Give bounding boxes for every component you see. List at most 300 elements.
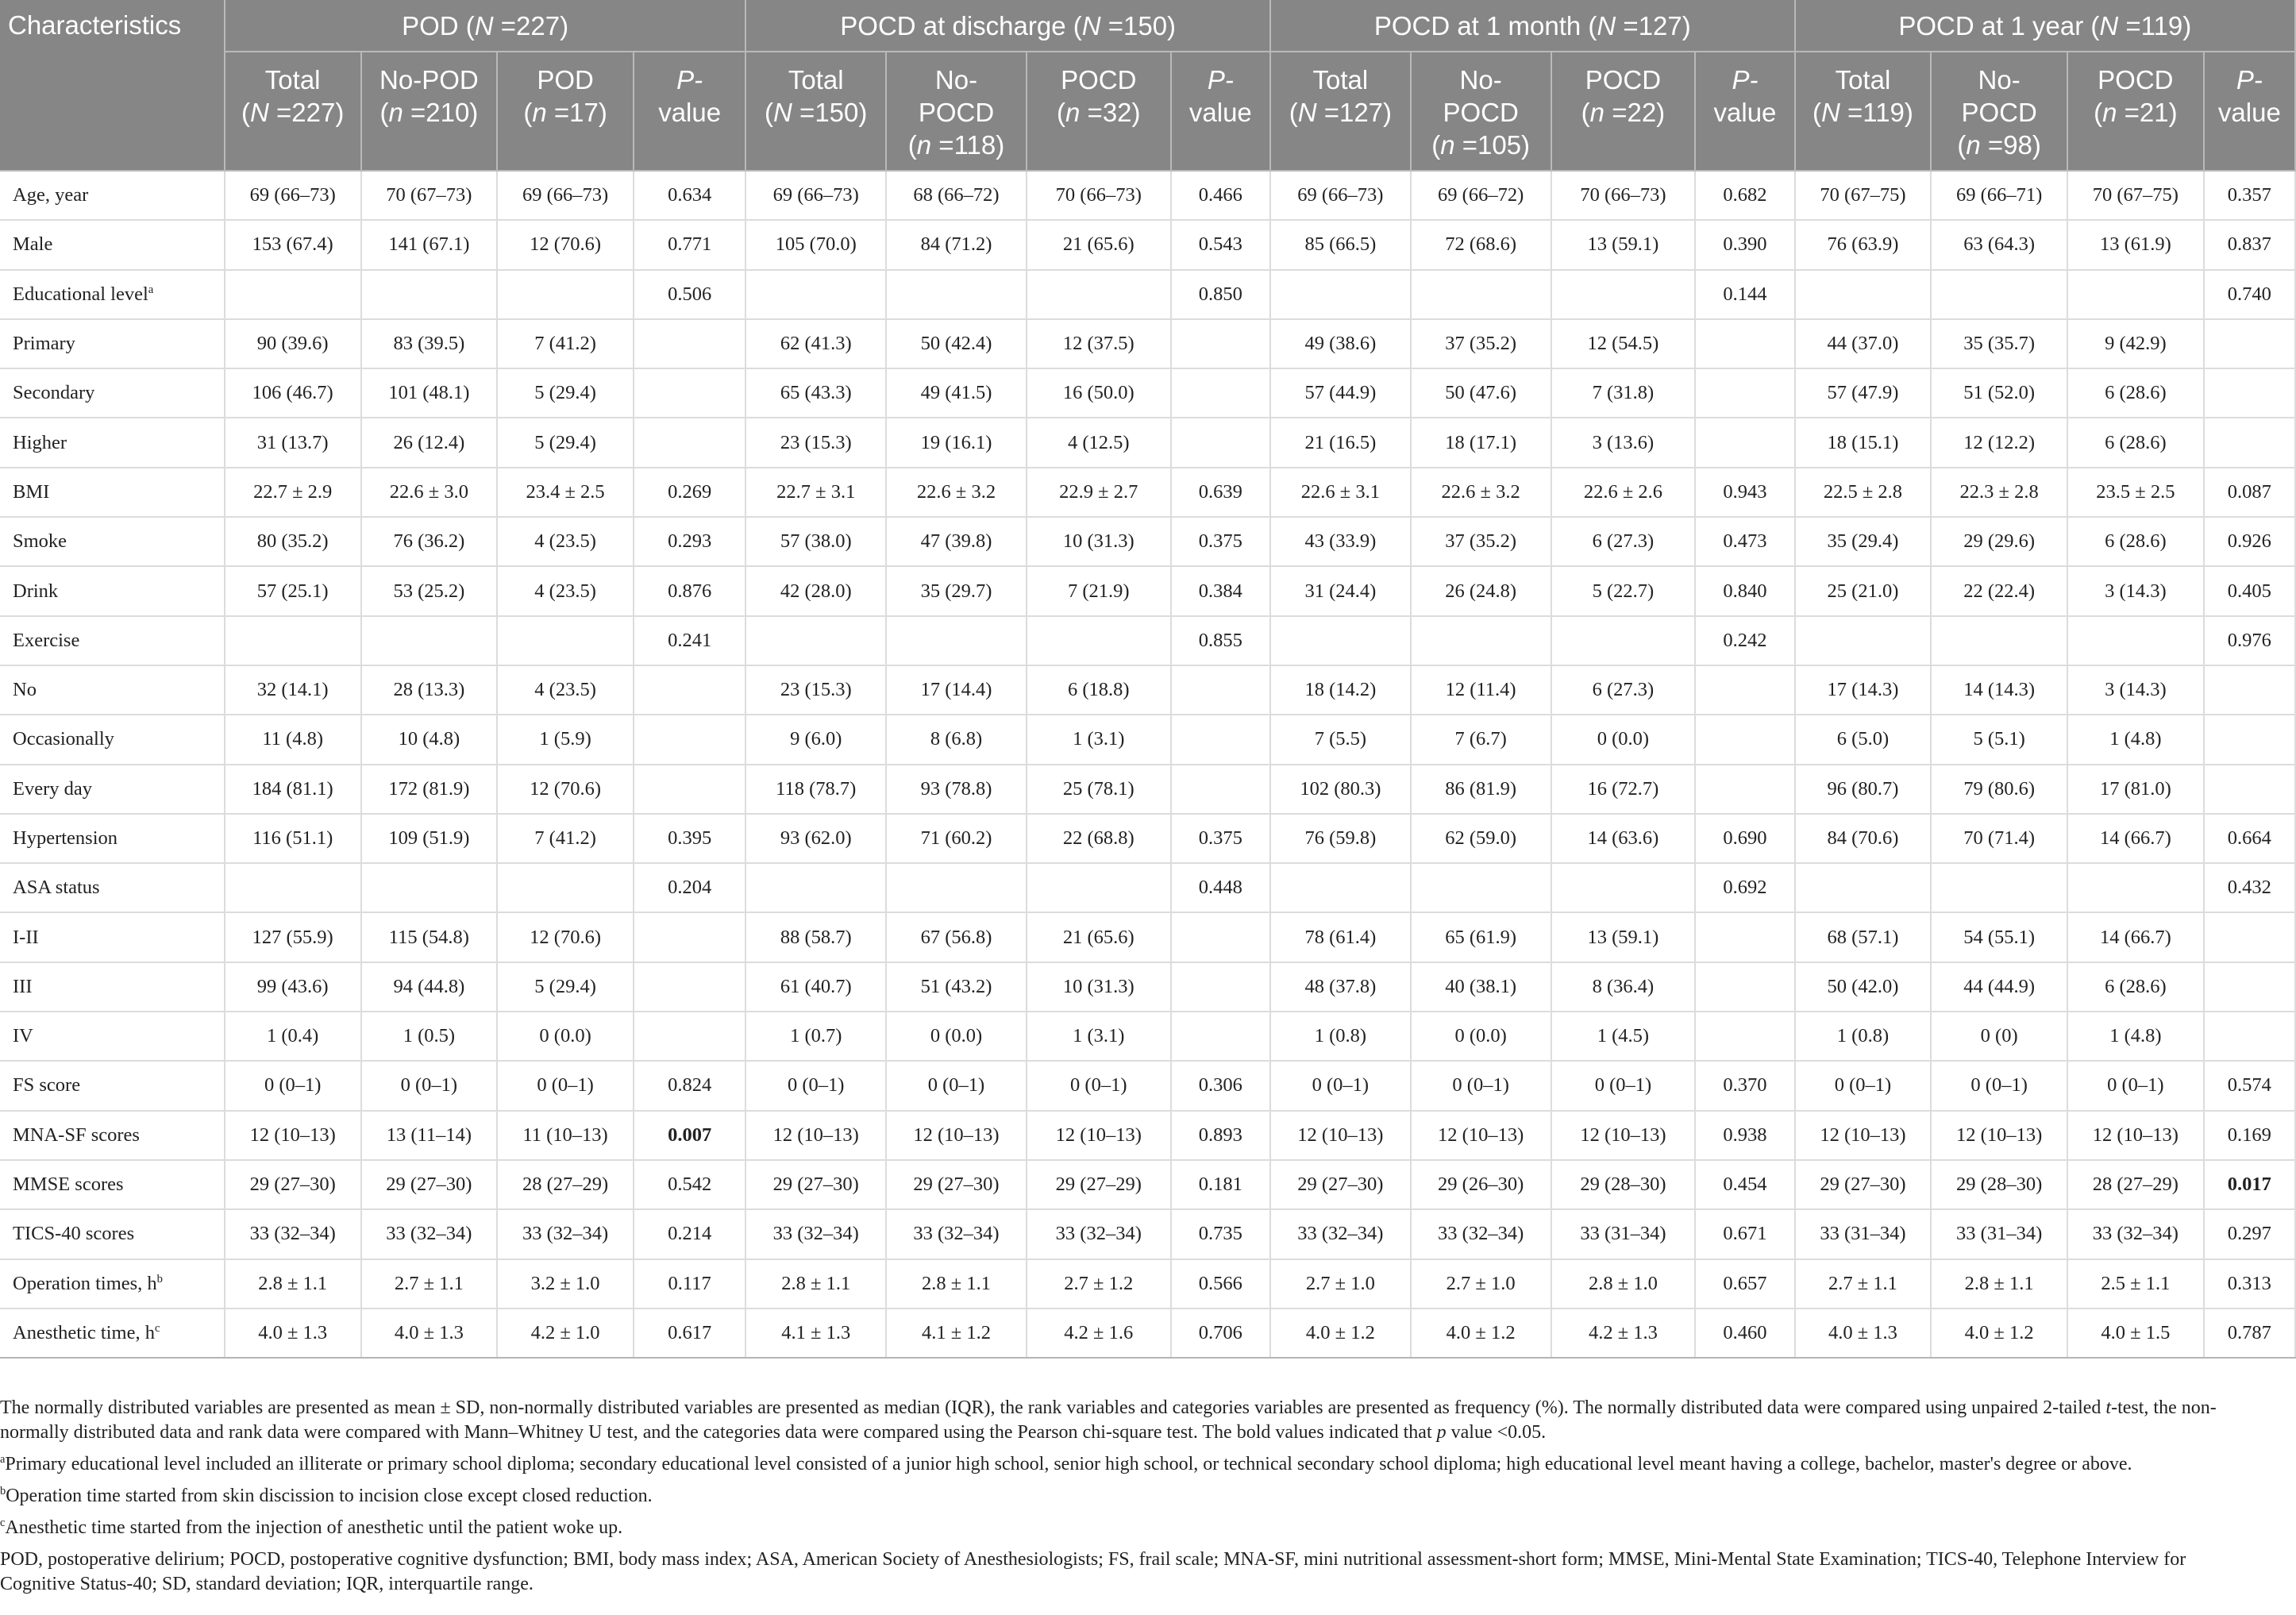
value-cell: 70 (66–73) [1551,171,1696,220]
value-cell [1931,616,2067,665]
value-cell: 70 (67–73) [361,171,498,220]
row-label [0,1259,225,1309]
value-cell: 70 (67–75) [2067,171,2204,220]
table-row [0,1309,2295,1358]
value-cell: 1 (0.5) [361,1012,498,1061]
value-cell: 86 (81.9) [1411,765,1551,814]
value-cell: 5 (29.4) [497,368,634,418]
value-cell: 22.3 ± 2.8 [1931,468,2067,517]
header-sub-n: N [1821,98,1840,127]
value-cell [361,270,498,319]
p-value-cell: 0.087 [2204,468,2295,517]
p-value-cell: 0.454 [1695,1160,1794,1209]
p-value-cell [2204,912,2295,962]
header-sub-npre: ( [523,98,533,127]
value-cell: 35 (29.7) [886,566,1027,615]
row-label-text: Educational level [13,283,148,305]
value-cell: 31 (13.7) [225,418,361,467]
value-cell: 29 (27–30) [745,1160,886,1209]
value-cell: 69 (66–73) [225,171,361,220]
p-value-cell [2204,368,2295,418]
value-cell: 79 (80.6) [1931,765,2067,814]
value-cell [361,863,498,912]
header-sub-n: N [1297,98,1317,127]
p-value-cell: 0.242 [1695,616,1794,665]
value-cell: 22.6 ± 3.1 [1270,468,1411,517]
value-cell: 49 (41.5) [886,368,1027,418]
value-cell [1270,270,1411,319]
header-sub-npost: =17) [546,98,607,127]
value-cell: 2.8 ± 1.1 [745,1259,886,1309]
value-cell: 12 (10–13) [745,1111,886,1160]
p-value-cell: 0.007 [634,1111,745,1160]
header-sub-npre: ( [1957,130,1967,160]
table-row [0,220,2295,269]
value-cell: 2.8 ± 1.1 [886,1259,1027,1309]
value-cell: 22.6 ± 3.0 [361,468,498,517]
header-sub-npre: ( [379,98,389,127]
value-cell: 10 (31.3) [1027,517,1171,566]
value-cell: 4.0 ± 1.2 [1931,1309,2067,1358]
value-cell: 11 (4.8) [225,715,361,764]
table-row [0,912,2295,962]
value-cell: 33 (32–34) [225,1209,361,1258]
value-cell [225,863,361,912]
header-p-label: P- [1207,65,1234,94]
header-sub-n: N [249,98,269,127]
header-group [745,0,1270,52]
p-value-cell [1695,962,1794,1012]
row-label-text: Male [13,233,53,256]
value-cell: 33 (32–34) [361,1209,498,1258]
p-value-cell: 0.840 [1695,566,1794,615]
value-cell: 14 (63.6) [1551,814,1696,863]
header-sub-npre: ( [765,98,774,127]
value-cell: 4.0 ± 1.2 [1411,1309,1551,1358]
value-cell: 69 (66–72) [1411,171,1551,220]
row-label-text: Operation times, h [13,1272,157,1294]
p-value-cell: 0.574 [2204,1061,2295,1110]
footnote-abbreviations: POD, postoperative delirium; POCD, postoperative cognitive dysfunction; BMI, body mass index; ASA, American Society of Anesthesiologists; FS, frail scale; MNA-SF, mini nutritional assessment-short form; MMSE, Mini-Mental State Examination; TICS-40, Telephone Interview for Cognitive Status-40; SD, standard deviation; IQR, interquartile range. [0,1549,2186,1594]
value-cell: 14 (14.3) [1931,665,2067,715]
value-cell: 12 (10–13) [1411,1111,1551,1160]
value-cell: 4.0 ± 1.3 [1795,1309,1932,1358]
header-p-value [2204,52,2295,171]
value-cell: 21 (16.5) [1270,418,1411,467]
value-cell: 25 (78.1) [1027,765,1171,814]
header-group-n: N [2099,10,2119,40]
p-value-cell [634,319,745,368]
value-cell: 7 (41.2) [497,814,634,863]
header-group [225,0,746,52]
value-cell: 12 (70.6) [497,765,634,814]
value-cell: 54 (55.1) [1931,912,2067,962]
value-cell: 5 (22.7) [1551,566,1696,615]
header-sub-npost: =105) [1454,130,1531,160]
value-cell: 3.2 ± 1.0 [497,1259,634,1309]
value-cell [497,863,634,912]
header-sub-npost: =98) [1980,130,2041,160]
p-value-cell: 0.473 [1695,517,1794,566]
table-footnotes [0,1396,2255,1597]
value-cell: 105 (70.0) [745,220,886,269]
row-label-text: FS score [13,1074,81,1097]
p-value-cell: 0.740 [2204,270,2295,319]
value-cell: 14 (66.7) [2067,814,2204,863]
value-cell: 2.7 ± 1.1 [1795,1259,1932,1309]
p-value-cell: 0.506 [634,270,745,319]
row-label-text: Anesthetic time, h [13,1321,155,1343]
header-p-label: P- [1732,65,1759,94]
p-value-cell: 0.893 [1171,1111,1270,1160]
header-sub-line1: POCD [2098,65,2174,94]
value-cell: 21 (65.6) [1027,912,1171,962]
value-cell: 9 (6.0) [745,715,886,764]
value-cell [361,616,498,665]
header-subcolumn [1551,52,1696,171]
value-cell: 80 (35.2) [225,517,361,566]
value-cell: 3 (13.6) [1551,418,1696,467]
value-cell: 28 (27–29) [497,1160,634,1209]
value-cell [497,616,634,665]
value-cell: 2.7 ± 1.0 [1270,1259,1411,1309]
header-sub-npre: ( [1289,98,1298,127]
value-cell: 33 (32–34) [1411,1209,1551,1258]
header-sub-line2: POCD [1961,98,2037,127]
header-subcolumn [1411,52,1551,171]
value-cell: 57 (38.0) [745,517,886,566]
value-cell: 12 (10–13) [1551,1111,1696,1160]
value-cell: 94 (44.8) [361,962,498,1012]
table-row [0,517,2295,566]
value-cell: 28 (27–29) [2067,1160,2204,1209]
header-subcolumn [745,52,886,171]
value-cell: 17 (14.4) [886,665,1027,715]
value-cell [745,270,886,319]
value-cell: 22.5 ± 2.8 [1795,468,1932,517]
value-cell: 12 (54.5) [1551,319,1696,368]
row-label-footnote: a [148,283,154,296]
value-cell: 0 (0–1) [1931,1061,2067,1110]
row-label-text: Hypertension [13,827,117,849]
value-cell: 22.6 ± 3.2 [886,468,1027,517]
p-value-cell [1695,368,1794,418]
value-cell: 6 (28.6) [2067,517,2204,566]
value-cell: 26 (24.8) [1411,566,1551,615]
value-cell: 25 (21.0) [1795,566,1932,615]
value-cell: 85 (66.5) [1270,220,1411,269]
value-cell [1027,863,1171,912]
p-value-cell [634,368,745,418]
header-sub-line1: Total [1312,65,1369,94]
p-value-cell: 0.144 [1695,270,1794,319]
value-cell: 17 (14.3) [1795,665,1932,715]
value-cell: 12 (70.6) [497,912,634,962]
value-cell: 2.7 ± 1.1 [361,1259,498,1309]
header-p-label: P- [2236,65,2263,94]
p-value-cell: 0.543 [1171,220,1270,269]
value-cell: 6 (28.6) [2067,368,2204,418]
value-cell: 0 (0–1) [1270,1061,1411,1110]
p-value-cell: 0.657 [1695,1259,1794,1309]
value-cell: 6 (27.3) [1551,517,1696,566]
value-cell: 4.2 ± 1.3 [1551,1309,1696,1358]
value-cell: 12 (10–13) [1027,1111,1171,1160]
value-cell: 9 (42.9) [2067,319,2204,368]
p-value-cell: 0.375 [1171,517,1270,566]
p-value-cell: 0.357 [2204,171,2295,220]
header-sub-line2: POCD [1443,98,1519,127]
p-value-cell [634,765,745,814]
value-cell [1795,270,1932,319]
table-row [0,1111,2295,1160]
p-value-cell [2204,765,2295,814]
value-cell: 33 (32–34) [1270,1209,1411,1258]
header-value-label: value [1713,98,1777,127]
value-cell: 57 (47.9) [1795,368,1932,418]
row-label-text: BMI [13,480,50,503]
p-value-cell: 0.241 [634,616,745,665]
row-label [0,418,225,467]
value-cell: 10 (4.8) [361,715,498,764]
p-value-cell [1171,319,1270,368]
value-cell: 69 (66–71) [1931,171,2067,220]
header-sub-npost: =227) [268,98,345,127]
value-cell: 4.2 ± 1.0 [497,1309,634,1358]
p-value-cell: 0.297 [2204,1209,2295,1258]
row-label [0,171,225,220]
header-sub-n: n [532,98,547,127]
value-cell: 2.7 ± 1.2 [1027,1259,1171,1309]
value-cell: 28 (13.3) [361,665,498,715]
value-cell: 11 (10–13) [497,1111,634,1160]
value-cell: 93 (62.0) [745,814,886,863]
value-cell: 17 (81.0) [2067,765,2204,814]
p-value-cell: 0.384 [1171,566,1270,615]
row-label [0,1061,225,1110]
value-cell: 184 (81.1) [225,765,361,814]
value-cell: 23.5 ± 2.5 [2067,468,2204,517]
value-cell: 71 (60.2) [886,814,1027,863]
p-value-cell [1171,715,1270,764]
row-label [0,468,225,517]
header-sub-line1: POD [537,65,594,94]
value-cell: 69 (66–73) [745,171,886,220]
header-subcolumn [1931,52,2067,171]
p-value-cell [634,962,745,1012]
p-value-cell: 0.617 [634,1309,745,1358]
value-cell [886,270,1027,319]
value-cell: 96 (80.7) [1795,765,1932,814]
header-group-n: N [474,10,494,40]
header-sub-npre: ( [241,98,250,127]
value-cell: 23.4 ± 2.5 [497,468,634,517]
row-label [0,765,225,814]
p-value-cell [1171,368,1270,418]
value-cell: 65 (43.3) [745,368,886,418]
value-cell: 7 (5.5) [1270,715,1411,764]
table-body [0,171,2295,1358]
value-cell: 22.9 ± 2.7 [1027,468,1171,517]
row-label [0,220,225,269]
value-cell: 33 (31–34) [1931,1209,2067,1258]
p-value-cell: 0.850 [1171,270,1270,319]
value-cell: 23 (15.3) [745,418,886,467]
value-cell: 1 (0.4) [225,1012,361,1061]
p-value-cell: 0.395 [634,814,745,863]
value-cell: 0 (0–1) [361,1061,498,1110]
table-row [0,368,2295,418]
value-cell: 4 (12.5) [1027,418,1171,467]
value-cell: 51 (52.0) [1931,368,2067,418]
row-label [0,1160,225,1209]
value-cell [1027,270,1171,319]
header-sub-npre: ( [1581,98,1590,127]
value-cell: 3 (14.3) [2067,665,2204,715]
row-label-text: ASA status [13,877,100,899]
p-value-cell: 0.787 [2204,1309,2295,1358]
p-value-cell [1695,418,1794,467]
value-cell: 57 (44.9) [1270,368,1411,418]
value-cell: 1 (0.8) [1795,1012,1932,1061]
value-cell: 99 (43.6) [225,962,361,1012]
value-cell: 4.0 ± 1.3 [225,1309,361,1358]
row-label [0,962,225,1012]
value-cell: 18 (15.1) [1795,418,1932,467]
header-value-label: value [1188,98,1252,127]
p-value-cell [634,665,745,715]
p-value-cell [2204,962,2295,1012]
header-subcolumn [2067,52,2204,171]
row-label-text: Higher [13,431,67,453]
table-row [0,814,2295,863]
p-value-cell: 0.824 [634,1061,745,1110]
row-label-text: Secondary [13,382,95,404]
p-value-cell [634,912,745,962]
value-cell: 44 (44.9) [1931,962,2067,1012]
header-group-pre: POD ( [402,10,475,40]
value-cell: 76 (63.9) [1795,220,1932,269]
value-cell: 3 (14.3) [2067,566,2204,615]
p-value-cell: 0.690 [1695,814,1794,863]
table-row [0,1061,2295,1110]
value-cell: 76 (59.8) [1270,814,1411,863]
p-value-cell: 0.432 [2204,863,2295,912]
value-cell [1551,616,1696,665]
value-cell: 63 (64.3) [1931,220,2067,269]
table-row [0,319,2295,368]
p-value-cell [2204,1012,2295,1061]
value-cell: 29 (28–30) [1551,1160,1696,1209]
footnote-main: The normally distributed variables are presented as mean ± SD, non-normally distributed variables are presented as median (IQR), the rank variables and categories variables are presented as frequency (%). The normally distributed data were compared using unpaired 2-tailed t-test, the non-normally distributed data and rank data were compared with Mann–Whitney U test, and the categories data were compared using the Pearson chi-square test. The bold values indicated that p value <0.05. [0,1397,2217,1443]
value-cell: 4 (23.5) [497,517,634,566]
row-label [0,1209,225,1258]
p-value-cell: 0.639 [1171,468,1270,517]
header-sub-npost: =150) [792,98,868,127]
header-group-pre: POCD at discharge ( [840,10,1082,40]
header-subcolumn [1027,52,1171,171]
value-cell [497,270,634,319]
p-value-cell [1171,418,1270,467]
p-value-cell [2204,715,2295,764]
value-cell: 70 (66–73) [1027,171,1171,220]
value-cell [1795,863,1932,912]
value-cell: 90 (39.6) [225,319,361,368]
value-cell: 93 (78.8) [886,765,1027,814]
value-cell: 6 (27.3) [1551,665,1696,715]
value-cell: 13 (61.9) [2067,220,2204,269]
header-sub-npost: =210) [403,98,479,127]
row-label-text: Every day [13,777,92,800]
value-cell: 29 (27–30) [225,1160,361,1209]
value-cell: 1 (3.1) [1027,1012,1171,1061]
p-value-cell [1695,765,1794,814]
value-cell: 0 (0.0) [1551,715,1696,764]
value-cell: 12 (10–13) [1795,1111,1932,1160]
header-subcolumn [497,52,634,171]
p-value-cell [1695,319,1794,368]
value-cell: 22 (22.4) [1931,566,2067,615]
row-label-text: No [13,679,37,701]
value-cell: 37 (35.2) [1411,319,1551,368]
value-cell: 76 (36.2) [361,517,498,566]
header-value-label: value [658,98,722,127]
header-group-post: =119) [2118,10,2192,40]
p-value-cell [634,1012,745,1061]
table-header [0,0,2295,171]
row-label-footnote: b [156,1272,164,1285]
p-value-cell: 0.692 [1695,863,1794,912]
value-cell: 84 (71.2) [886,220,1027,269]
value-cell: 0 (0–1) [2067,1061,2204,1110]
value-cell: 0 (0–1) [1795,1061,1932,1110]
p-value-cell: 0.837 [2204,220,2295,269]
p-value-cell: 0.876 [634,566,745,615]
value-cell [1931,270,2067,319]
value-cell: 12 (37.5) [1027,319,1171,368]
value-cell [1795,616,1932,665]
p-value-cell: 0.214 [634,1209,745,1258]
value-cell: 70 (71.4) [1931,814,2067,863]
header-sub-npost: =22) [1605,98,1666,127]
row-label-footnote: c [154,1321,160,1335]
value-cell: 18 (14.2) [1270,665,1411,715]
value-cell: 12 (10–13) [1931,1111,2067,1160]
p-value-cell: 0.771 [634,220,745,269]
value-cell: 33 (31–34) [1551,1209,1696,1258]
value-cell: 42 (28.0) [745,566,886,615]
value-cell: 141 (67.1) [361,220,498,269]
header-sub-npost: =118) [931,130,1005,160]
value-cell: 22 (68.8) [1027,814,1171,863]
value-cell: 22.6 ± 3.2 [1411,468,1551,517]
p-value-cell: 0.466 [1171,171,1270,220]
row-label [0,319,225,368]
p-value-cell: 0.017 [2204,1160,2295,1209]
value-cell: 62 (59.0) [1411,814,1551,863]
table-row [0,1160,2295,1209]
value-cell [2067,616,2204,665]
header-sub-line1: No-POD [379,65,479,94]
value-cell: 78 (61.4) [1270,912,1411,962]
header-sub-npre: ( [907,130,917,160]
value-cell: 1 (0.8) [1270,1012,1411,1061]
row-label [0,566,225,615]
header-sub-line1: POCD [1585,65,1662,94]
header-sub-npre: ( [1813,98,1821,127]
value-cell: 84 (70.6) [1795,814,1932,863]
value-cell: 2.5 ± 1.1 [2067,1259,2204,1309]
